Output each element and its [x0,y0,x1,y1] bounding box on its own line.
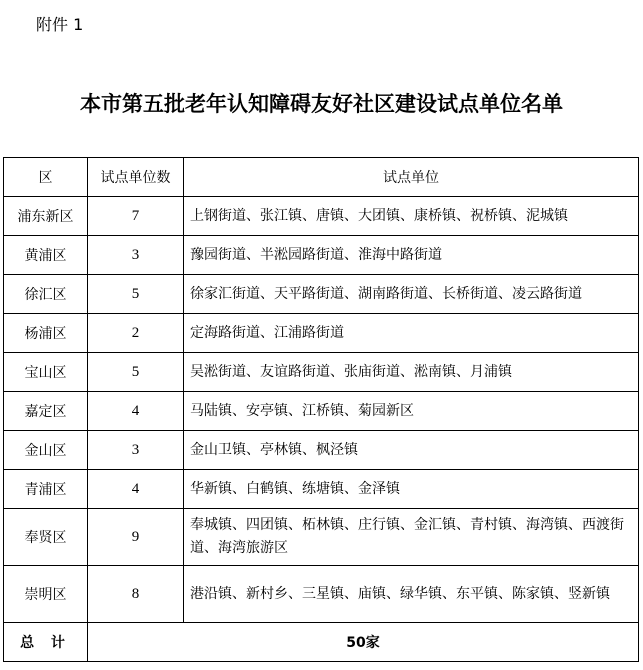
district-cell: 金山区 [4,431,88,470]
table-header-row [4,158,639,197]
units-cell: 徐家汇街道、天平路街道、湖南路街道、长桥街道、凌云路街道 [184,275,639,314]
total-row [4,623,639,662]
count-cell: 4 [88,392,184,431]
header-units: 试点单位 [184,158,639,197]
total-label: 总 计 [4,623,88,662]
table-row [4,236,639,275]
district-cell: 嘉定区 [4,392,88,431]
units-cell: 金山卫镇、亭林镇、枫泾镇 [184,431,639,470]
header-count: 试点单位数 [88,158,184,197]
count-cell: 5 [88,275,184,314]
district-cell: 杨浦区 [4,314,88,353]
count-cell: 7 [88,197,184,236]
table-row [4,197,639,236]
count-cell: 2 [88,314,184,353]
district-cell: 浦东新区 [4,197,88,236]
table-row [4,566,639,623]
pilot-units-table [3,157,639,662]
count-cell: 5 [88,353,184,392]
table-row [4,470,639,509]
units-cell: 马陆镇、安亭镇、江桥镇、菊园新区 [184,392,639,431]
units-cell: 奉城镇、四团镇、柘林镇、庄行镇、金汇镇、青村镇、海湾镇、西渡街道、海湾旅游区 [184,509,639,566]
attachment-label: 附件 1 [36,15,84,34]
table-row [4,314,639,353]
count-cell: 3 [88,236,184,275]
table-row [4,353,639,392]
district-cell: 黄浦区 [4,236,88,275]
table-row [4,275,639,314]
units-cell: 上钢街道、张江镇、唐镇、大团镇、康桥镇、祝桥镇、泥城镇 [184,197,639,236]
table-row [4,392,639,431]
count-cell: 4 [88,470,184,509]
table-row [4,509,639,566]
units-cell: 港沿镇、新村乡、三星镇、庙镇、绿华镇、东平镇、陈家镇、竖新镇 [184,566,639,623]
document-title: 本市第五批老年认知障碍友好社区建设试点单位名单 [80,91,563,116]
district-cell: 青浦区 [4,470,88,509]
total-value: 50家 [88,623,639,662]
table-row [4,431,639,470]
district-cell: 徐汇区 [4,275,88,314]
count-cell: 9 [88,509,184,566]
units-cell: 华新镇、白鹤镇、练塘镇、金泽镇 [184,470,639,509]
units-cell: 定海路街道、江浦路街道 [184,314,639,353]
header-district: 区 [4,158,88,197]
count-cell: 8 [88,566,184,623]
district-cell: 崇明区 [4,566,88,623]
units-cell: 吴淞街道、友谊路街道、张庙街道、淞南镇、月浦镇 [184,353,639,392]
district-cell: 奉贤区 [4,509,88,566]
count-cell: 3 [88,431,184,470]
units-cell: 豫园街道、半淞园路街道、淮海中路街道 [184,236,639,275]
district-cell: 宝山区 [4,353,88,392]
